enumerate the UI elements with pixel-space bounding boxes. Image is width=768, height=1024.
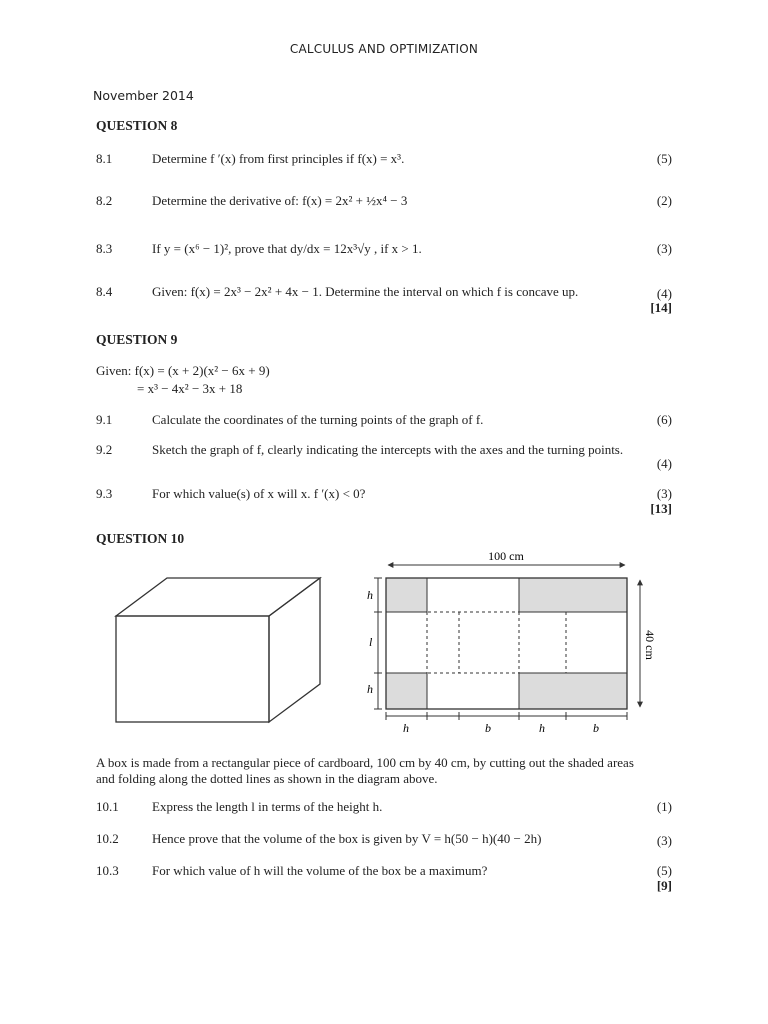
q10-1-marks: (1): [656, 799, 672, 814]
q10-2-text: Hence prove that the volume of the box is given by V = h(50 − h)(40 − 2h): [152, 831, 542, 846]
q8-2-marks: (2): [656, 193, 672, 208]
q9-given-line-2: = x³ − 4x² − 3x + 18: [137, 381, 243, 396]
question-9-heading: QUESTION 9: [96, 332, 178, 347]
bottom-label-b-1: b: [485, 721, 491, 735]
q9-2-number: 9.2: [96, 442, 113, 457]
q8-total: [14]: [650, 300, 672, 315]
top-dimension-label: 100 cm: [488, 549, 524, 563]
q9-given-line-1: Given: f(x) = (x + 2)(x² − 6x + 9): [96, 363, 270, 378]
q8-3-text: If y = (x⁶ − 1)², prove that dy/dx = 12x³√y , if x > 1.: [152, 241, 422, 256]
q10-3-marks: (5): [656, 863, 672, 878]
q8-3-marks: (3): [656, 241, 672, 256]
q9-3-number: 9.3: [96, 486, 113, 501]
q10-2-number: 10.2: [96, 831, 119, 846]
q10-paragraph: A box is made from a rectangular piece of cardboard, 100 cm by 40 cm, by cutting out the shaded areas and folding along the dotted lines as shown in the diagram above.: [96, 755, 634, 786]
q8-3-number: 8.3: [96, 241, 113, 256]
question-10-heading: QUESTION 10: [96, 531, 185, 546]
q8-2-number: 8.2: [96, 193, 113, 208]
q10-3-number: 10.3: [96, 863, 119, 878]
box-front-face: [116, 616, 269, 722]
q9-1-number: 9.1: [96, 412, 113, 427]
q9-2-marks: (4): [656, 456, 672, 471]
bottom-label-h-1: h: [403, 721, 409, 735]
page-title: CALCULUS AND OPTIMIZATION: [289, 42, 479, 56]
bottom-label-h-2: h: [539, 721, 545, 735]
q8-1-text: Determine f ′(x) from first principles if f(x) = x³.: [152, 151, 405, 166]
q8-4-number: 8.4: [96, 284, 113, 299]
q10-1-number: 10.1: [96, 799, 119, 814]
q8-1-marks: (5): [656, 151, 672, 166]
box-top-face: [116, 578, 320, 616]
cutout-bottom-left: [386, 673, 427, 709]
q8-2-text: Determine the derivative of: f(x) = 2x² + ½x⁴ − 3: [152, 193, 408, 208]
cutout-top-right: [519, 578, 627, 612]
q9-2-text: Sketch the graph of f, clearly indicating the intercepts with the axes and the turning points.: [152, 442, 624, 457]
cutout-bottom-right: [519, 673, 627, 709]
q9-1-marks: (6): [656, 412, 672, 427]
q8-4-text: Given: f(x) = 2x³ − 2x² + 4x − 1. Determine the interval on which f is concave up.: [152, 284, 579, 299]
box-side-face: [269, 578, 320, 722]
box-drawing: [110, 570, 325, 730]
cutout-top-left: [386, 578, 427, 612]
left-label-l: l: [369, 635, 373, 649]
q10-1-text: Express the length l in terms of the height h.: [152, 799, 383, 814]
q10-total: [9]: [656, 878, 672, 893]
question-8-heading: QUESTION 8: [96, 118, 178, 133]
q8-4-marks: (4): [656, 286, 672, 301]
q10-3-text: For which value of h will the volume of the box be a maximum?: [152, 863, 488, 878]
q9-1-text: Calculate the coordinates of the turning points of the graph of f.: [152, 412, 484, 427]
exam-date: November 2014: [93, 88, 194, 103]
left-label-h-bottom: h: [367, 682, 373, 696]
q9-total: [13]: [650, 501, 672, 516]
side-dimension-label: 40 cm: [643, 630, 657, 660]
net-diagram: [367, 545, 670, 735]
left-label-h-top: h: [367, 588, 373, 602]
q9-3-text: For which value(s) of x will x. f ′(x) < 0?: [152, 486, 366, 501]
fold-lines: [386, 612, 627, 673]
q8-1-number: 8.1: [96, 151, 113, 166]
bottom-label-b-2: b: [593, 721, 599, 735]
q10-2-marks: (3): [656, 833, 672, 848]
q9-3-marks: (3): [656, 486, 672, 501]
